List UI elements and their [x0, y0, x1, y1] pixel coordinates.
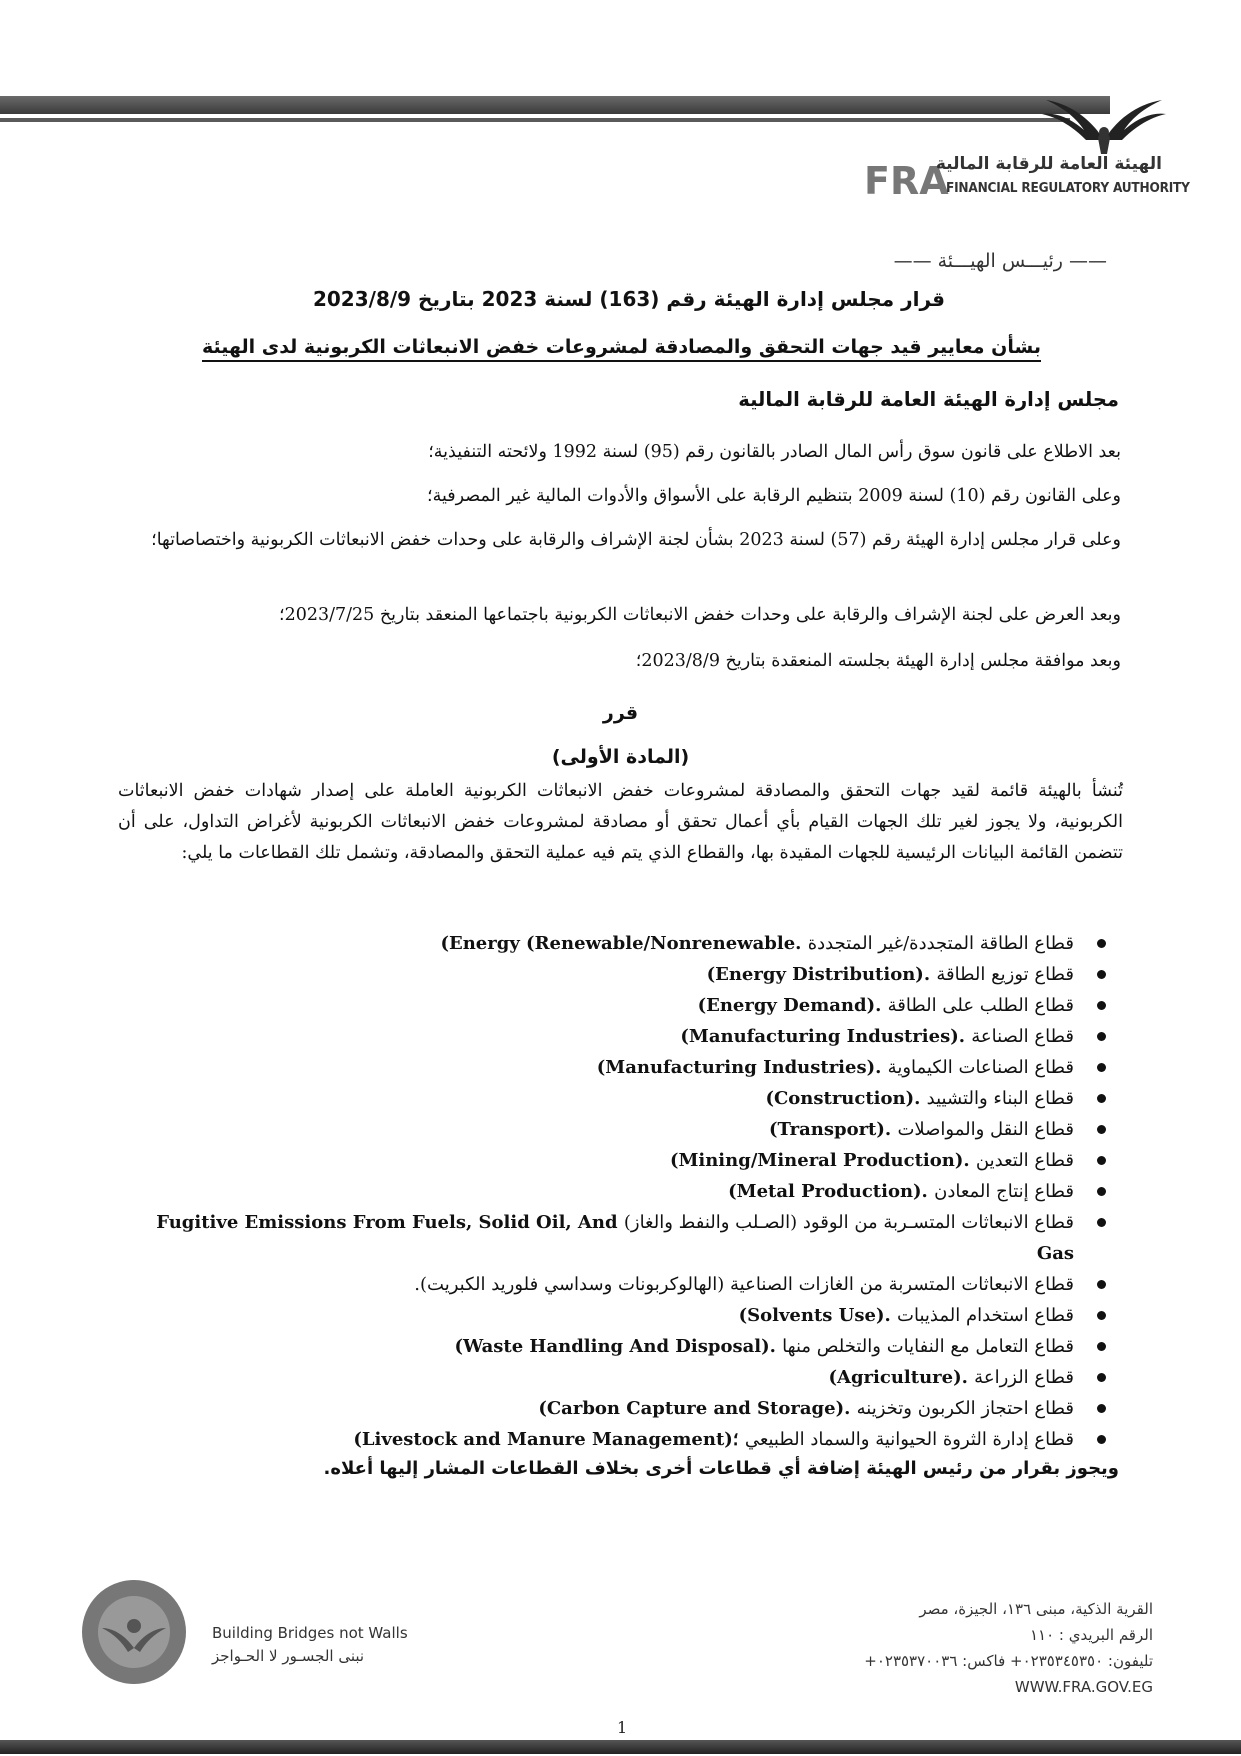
bullet-icon [1097, 1094, 1106, 1103]
sector-list [146, 928, 1106, 1455]
sector-ar: قطاع البناء والتشييد [926, 1088, 1074, 1109]
sector-ar: قطاع الطاقة المتجددة/غير المتجددة [807, 933, 1074, 954]
header-rule [0, 118, 1070, 122]
sector-ar: قطاع الصناعة [971, 1026, 1074, 1047]
list-item [146, 1331, 1106, 1362]
bullet-icon [1097, 1311, 1106, 1320]
list-item [146, 1362, 1106, 1393]
preamble-4: وبعد العرض على لجنة الإشراف والرقابة على وحدات خفض الانبعاثات الكربونية باجتماعها المنعقد بتاريخ 2023/7/25؛ [278, 605, 1121, 625]
decree-title: قرار مجلس إدارة الهيئة رقم (163) لسنة 2023 بتاريخ 2023/8/9 [312, 287, 945, 311]
bullet-icon [1097, 1404, 1106, 1413]
list-item [146, 1207, 1106, 1269]
list-item [146, 1269, 1106, 1300]
sector-en: (Manufacturing Industries). [680, 1026, 965, 1047]
sector-ar: قطاع التعامل مع النفايات والتخلص منها [782, 1336, 1074, 1357]
sector-ar: قطاع الزراعة [974, 1367, 1074, 1388]
sector-en: (Energy (Renewable/Nonrenewable. [440, 933, 802, 954]
fra-seal-icon [80, 1578, 188, 1686]
sector-en: (Transport). [769, 1119, 892, 1140]
bullet-icon [1097, 1280, 1106, 1289]
org-logo [862, 150, 1190, 206]
bullet-icon [1097, 939, 1106, 948]
footer-bar [0, 1740, 1241, 1754]
slogan-ar: نبنى الجسـور لا الحـواجز [212, 1647, 365, 1665]
sector-en: (Carbon Capture and Storage). [538, 1398, 851, 1419]
sector-ar: قطاع الطلب على الطاقة [887, 995, 1074, 1016]
bullet-icon [1097, 970, 1106, 979]
sector-en: (Mining/Mineral Production). [669, 1150, 970, 1171]
org-name-ar: الهيئة العامة للرقابة المالية [935, 154, 1162, 174]
list-item [146, 1424, 1106, 1455]
bullet-icon [1097, 1156, 1106, 1165]
preamble-1: بعد الاطلاع على قانون سوق رأس المال الصادر بالقانون رقم (95) لسنة 1992 ولائحته التنفيذية؛ [428, 442, 1121, 462]
bullet-icon [1097, 1032, 1106, 1041]
list-item [146, 959, 1106, 990]
sector-en: (Energy Distribution). [706, 964, 931, 985]
list-item [146, 1083, 1106, 1114]
address: القرية الذكية، مبنى ١٣٦، الجيزة، مصر [919, 1600, 1153, 1618]
sector-ar: قطاع الانبعاثات المتسـربة من الوقود (الصـلب والنفط والغاز) [623, 1212, 1074, 1233]
list-item [146, 1021, 1106, 1052]
bullet-icon [1097, 1435, 1106, 1444]
sector-en: (Agriculture). [828, 1367, 968, 1388]
sector-en: Fugitive Emissions From Fuels, Solid Oil, And Gas [156, 1212, 1074, 1264]
article-heading: (المادة الأولى) [551, 746, 690, 768]
bullet-icon [1097, 1001, 1106, 1010]
sector-ar: قطاع النقل والمواصلات [897, 1119, 1074, 1140]
sector-ar: قطاع التعدين [975, 1150, 1074, 1171]
sector-en: (Livestock and Manure Management)؛ [353, 1429, 739, 1450]
slogan-en: Building Bridges not Walls [212, 1624, 408, 1642]
sector-en: (Metal Production). [728, 1181, 928, 1202]
sector-ar: قطاع احتجاز الكربون وتخزينه [856, 1398, 1074, 1419]
sector-en: (Solvents Use). [738, 1305, 891, 1326]
list-item [146, 1052, 1106, 1083]
sector-en: (Manufacturing Industries). [596, 1057, 882, 1078]
list-item [146, 1114, 1106, 1145]
article-body: تُنشأ بالهيئة قائمة لقيد جهات التحقق والمصادقة لمشروعات خفض الانبعاثات الكربونية العاملة على إصدار شهادات خفض الانبعاثات الكربونية، ولا يجوز لغير تلك الجهات القيام بأي أعمال تحقق أو مصادقة لمشروعات خفض الانبعاثات الكربونية لأغراض التداول، على أن تتضمن القائمة البيانات الرئيسية للجهات المقيدة بها، والقطاع الذي يتم فيه عملية التحقق والمصادقة، وتشمل تلك القطاعات ما يلي: [118, 781, 1123, 863]
fra-monogram-icon [862, 154, 949, 203]
logo-letters: FRA [864, 159, 949, 203]
sector-ar: قطاع الانبعاثات المتسربة من الغازات الصناعية (الهالوكربونات وسداسي فلوريد الكبريت). [414, 1274, 1074, 1295]
page-number: 1 [617, 1718, 628, 1737]
decree-subject: بشأن معايير قيد جهات التحقق والمصادقة لمشروعات خفض الانبعاثات الكربونية لدى الهيئة [202, 336, 1041, 362]
sector-en: (Waste Handling And Disposal). [454, 1336, 776, 1357]
chairman-label: —— رئيـــس الهيـــئة —— [893, 250, 1107, 272]
list-item [146, 928, 1106, 959]
list-item [146, 1145, 1106, 1176]
list-item [146, 1300, 1106, 1331]
bullet-icon [1097, 1125, 1106, 1134]
eagle-logo-icon [1040, 78, 1168, 156]
sector-ar: قطاع إدارة الثروة الحيوانية والسماد الطبيعي [744, 1429, 1074, 1450]
bullet-icon [1097, 1218, 1106, 1227]
bullet-icon [1097, 1063, 1106, 1072]
board-heading: مجلس إدارة الهيئة العامة للرقابة المالية [738, 388, 1119, 411]
preamble-3: وعلى قرار مجلس إدارة الهيئة رقم (57) لسنة 2023 بشأن لجنة الإشراف والرقابة على وحدات خفض الانبعاثات الكربونية واختصاصاتها؛ [151, 530, 1121, 550]
list-item [146, 1176, 1106, 1207]
header-bar [0, 96, 1110, 114]
phone-fax: تليفون: ٠٢٣٥٣٤٥٣٥٠+ فاكس: ٠٢٣٥٣٧٠٠٣٦+ [864, 1652, 1153, 1670]
bullet-icon [1097, 1342, 1106, 1351]
decided-heading: قرر [602, 702, 639, 724]
org-name-en: FINANCIAL REGULATORY AUTHORITY [946, 180, 1190, 196]
sector-ar: قطاع إنتاج المعادن [934, 1181, 1074, 1202]
bullet-icon [1097, 1187, 1106, 1196]
sector-ar: قطاع الصناعات الكيماوية [887, 1057, 1074, 1078]
bullet-icon [1097, 1373, 1106, 1382]
list-item [146, 1393, 1106, 1424]
closing-paragraph: ويجوز بقرار من رئيس الهيئة إضافة أي قطاعات أخرى بخلاف القطاعات المشار إليها أعلاه. [323, 1458, 1119, 1479]
sector-en: (Energy Demand). [697, 995, 882, 1016]
list-item [146, 990, 1106, 1021]
website-link[interactable]: WWW.FRA.GOV.EG [1014, 1678, 1153, 1696]
sector-en: (Construction). [765, 1088, 921, 1109]
preamble-5: وبعد موافقة مجلس إدارة الهيئة بجلسته المنعقدة بتاريخ 2023/8/9؛ [635, 651, 1121, 671]
po-box: الرقم البريدي : ١١٠ [1029, 1626, 1153, 1644]
sector-ar: قطاع توزيع الطاقة [936, 964, 1074, 985]
preamble-2: وعلى القانون رقم (10) لسنة 2009 بتنظيم الرقابة على الأسواق والأدوات المالية غير المصرفية؛ [427, 486, 1121, 506]
sector-ar: قطاع استخدام المذيبات [897, 1305, 1074, 1326]
